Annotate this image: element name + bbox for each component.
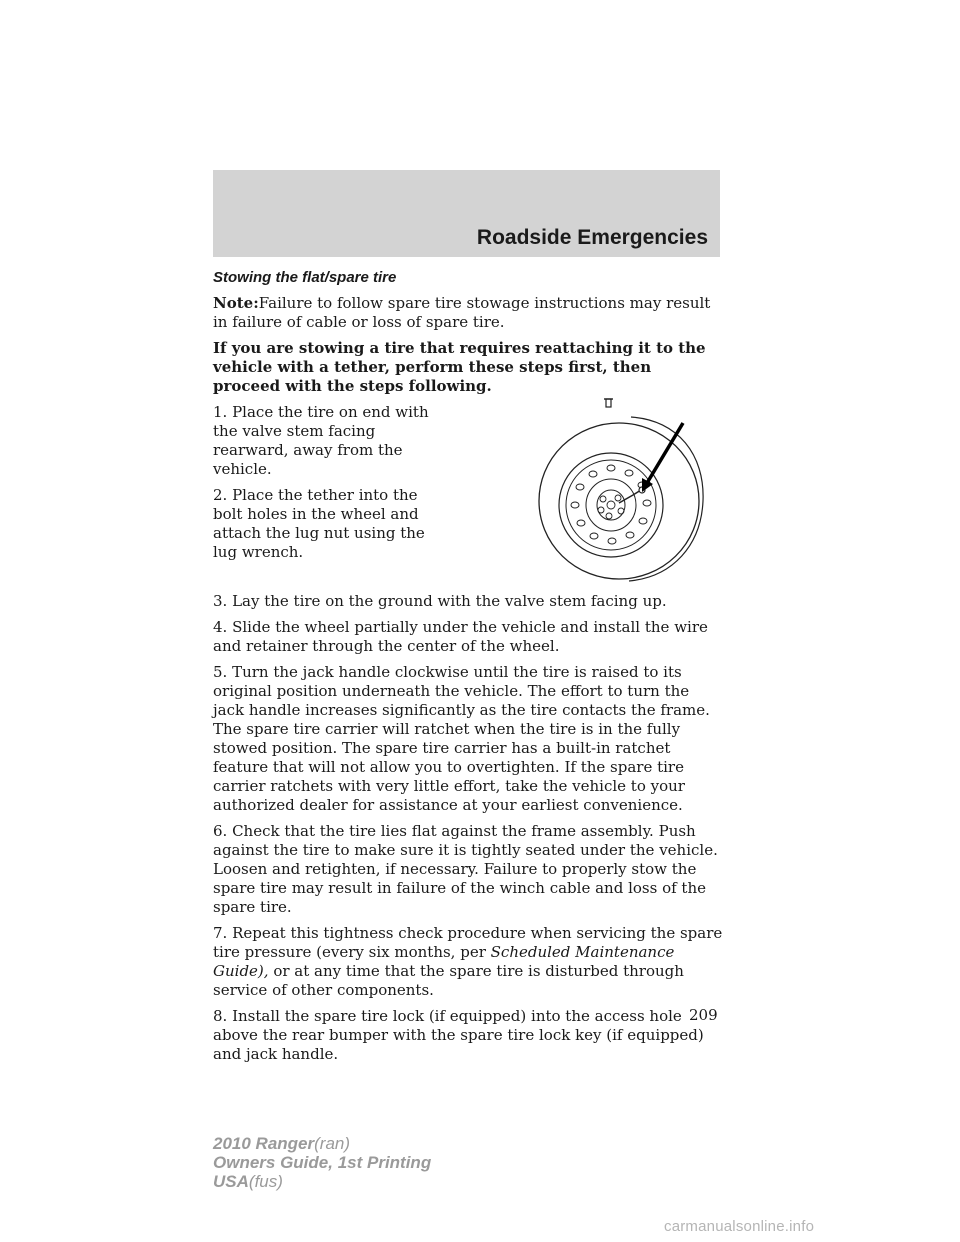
footer-guide: Owners Guide, 1st Printing [213, 1153, 432, 1172]
section-title: Stowing the flat/spare tire [213, 269, 397, 286]
page-content [213, 268, 723, 1071]
step-3: 3. Lay the tire on the ground with the valve stem facing up. [213, 592, 667, 610]
note-text: Failure to follow spare tire stowage instructions may result in failure of cable or loss of spare tire. [213, 294, 711, 331]
footer-model: 2010 Ranger [213, 1134, 315, 1153]
footer-line-market [213, 1172, 431, 1191]
section-header-band [213, 170, 720, 257]
footer-market: USA [213, 1172, 249, 1191]
step-6: 6. Check that the tire lies flat against the frame assembly. Push against the tire to make sure it is tightly seated under the vehicle. Loosen and retighten, if necessary. Failure to properly stow the spare tire may result in failure of the winch cable and loss of the spare tire. [213, 822, 718, 916]
scheduled-maintenance-guide-ref: Scheduled Maintenance Guide), [213, 943, 675, 980]
watermark: carmanualsonline.info [664, 1218, 815, 1235]
note-label: Note: [213, 294, 259, 312]
step-1: 1. Place the tire on end with the valve stem facing rearward, away from the vehicle. [213, 403, 429, 478]
step-7-text-end: or at any time that the spare tire is disturbed through service of other components. [213, 962, 684, 999]
step-5: 5. Turn the jack handle clockwise until the tire is raised to its original position underneath the vehicle. The effort to turn the jack handle increases significantly as the tire contacts the frame. The spare tire carrier will ratchet when the tire is in the fully stowed position. The spare tire carrier has a built-in ratchet feature that will not allow you to overtighten. If the spare tire carrier ratchets with very little effort, take the vehicle to your authorized dealer for assistance at your earliest convenience. [213, 663, 710, 814]
page-number: 209 [689, 1006, 718, 1024]
step-7 [213, 924, 723, 1000]
footer-model-code: (ran) [314, 1134, 351, 1153]
note-paragraph [213, 294, 723, 332]
step-7-text: 7. Repeat this tightness check procedure when servicing the spare tire pressure (every six months, per [213, 924, 723, 961]
spare-tire-illustration-icon [533, 395, 713, 583]
step-4: 4. Slide the wheel partially under the vehicle and install the wire and retainer through the center of the wheel. [213, 618, 708, 655]
steps-with-figure [213, 403, 723, 585]
step-2: 2. Place the tether into the bolt holes in the wheel and attach the lug nut using the lug wrench. [213, 486, 425, 561]
footer-line-model [213, 1134, 431, 1153]
section-header-title: Roadside Emergencies [476, 226, 708, 249]
footer-imprint [213, 1134, 431, 1191]
tether-intro: If you are stowing a tire that requires reattaching it to the vehicle with a tether, perform these steps first, then proceed with the steps following. [213, 339, 706, 395]
figure-side-column [213, 403, 451, 562]
step-8: 8. Install the spare tire lock (if equipped) into the access hole above the rear bumper with the spare tire lock key (if equipped) and jack handle. [213, 1007, 704, 1063]
footer-market-code: (fus) [248, 1172, 283, 1191]
